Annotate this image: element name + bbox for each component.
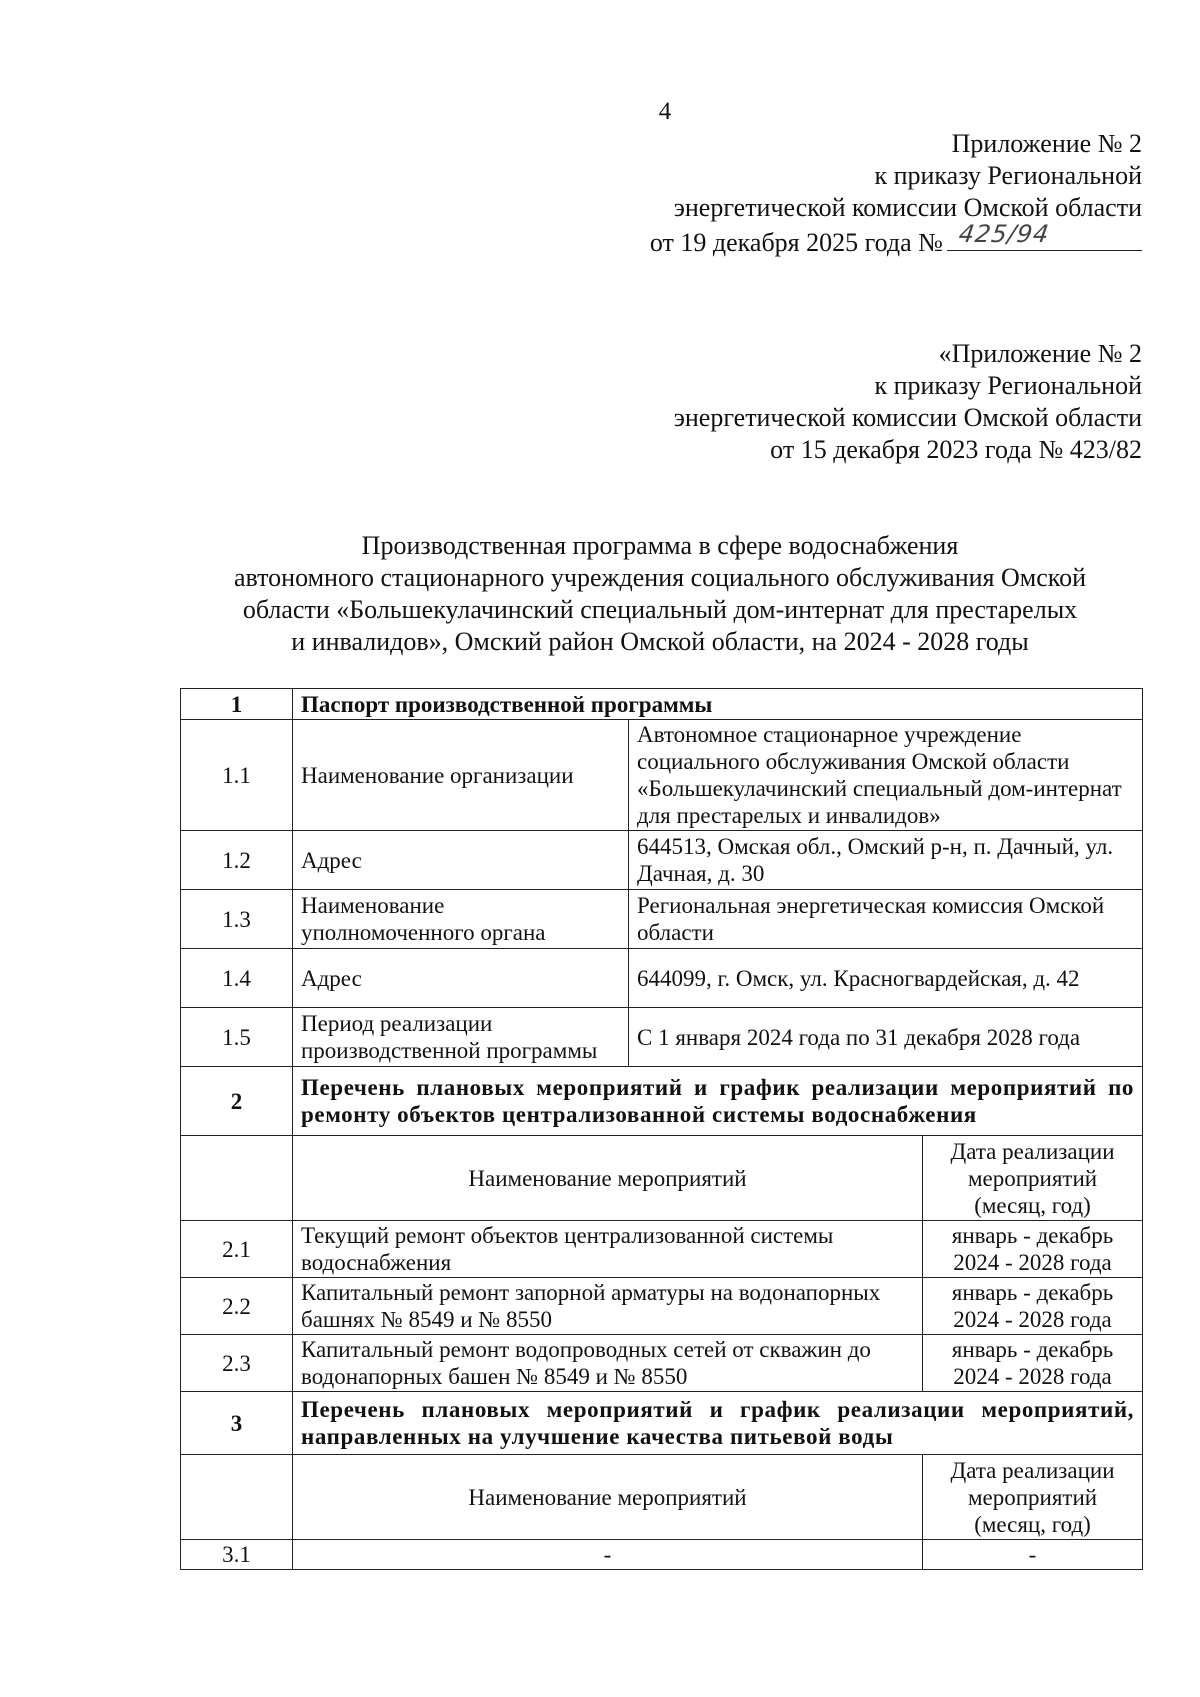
- appendix-date: от 19 декабря 2025 года №: [649, 228, 943, 257]
- section-heading: Паспорт производственной программы: [293, 689, 1143, 720]
- row-label: Наименование уполномоченного органа: [293, 890, 629, 949]
- section-heading: Перечень плановых мероприятий и график реализации мероприятий по ремонту объектов централизованной системы водоснабжения: [293, 1067, 1143, 1136]
- table-row: [181, 949, 1143, 1008]
- event-name: Капитальный ремонт водопроводных сетей от скважин до водонапорных башен № 8549 и № 8550: [293, 1335, 923, 1392]
- row-value: Автономное стационарное учреждение социального обслуживания Омской области «Большекулачинский специальный дом-интернат для престарелых и инвалидов»: [629, 720, 1143, 831]
- event-name: Текущий ремонт объектов централизованной системы водоснабжения: [293, 1221, 923, 1278]
- empty-cell: [181, 1136, 293, 1221]
- appendix-title: Приложение № 2: [951, 129, 1142, 158]
- section-heading: Перечень плановых мероприятий и график реализации мероприятий, направленных на улучшение качества питьевой воды: [293, 1392, 1143, 1455]
- appendix-commission: энергетической комиссии Омской области: [673, 193, 1142, 222]
- row-label: Адрес: [293, 949, 629, 1008]
- program-title-line: и инвалидов», Омский район Омской области, на 2024 - 2028 годы: [291, 627, 1029, 656]
- column-header-row: [181, 1455, 1143, 1540]
- table-row: [181, 831, 1143, 890]
- program-title: [160, 530, 1160, 658]
- row-number: 3.1: [181, 1540, 293, 1570]
- event-date: -: [923, 1540, 1143, 1570]
- section-header-row: [181, 689, 1143, 720]
- section-header-row: [181, 1392, 1143, 1455]
- program-title-line: области «Большекулачинский специальный дом-интернат для престарелых: [242, 595, 1078, 624]
- section-number: 2: [181, 1067, 293, 1136]
- row-number: 1.1: [181, 720, 293, 831]
- appendix-header-new: [650, 128, 1142, 259]
- appendix-order-ref: к приказу Региональной: [874, 161, 1142, 190]
- row-label: Наименование организации: [293, 720, 629, 831]
- table-row: [181, 720, 1143, 831]
- order-number-line: [947, 220, 1142, 251]
- table-row: [181, 1278, 1143, 1335]
- appendix-header-old: [674, 338, 1142, 466]
- appendix-old-order-ref: к приказу Региональной: [874, 371, 1142, 400]
- row-number: 1.4: [181, 949, 293, 1008]
- row-number: 1.2: [181, 831, 293, 890]
- column-header-name: Наименование мероприятий: [293, 1455, 923, 1540]
- row-value: Региональная энергетическая комиссия Омской области: [629, 890, 1143, 949]
- column-header-name: Наименование мероприятий: [293, 1136, 923, 1221]
- appendix-old-title: «Приложение № 2: [938, 339, 1142, 368]
- section-number: 3: [181, 1392, 293, 1455]
- event-date: январь - декабрь 2024 - 2028 года: [923, 1278, 1143, 1335]
- table-row: [181, 1008, 1143, 1067]
- event-date: январь - декабрь 2024 - 2028 года: [923, 1335, 1143, 1392]
- section-header-row: [181, 1067, 1143, 1136]
- event-name: -: [293, 1540, 923, 1570]
- column-header-date: Дата реализации мероприятий (месяц, год): [923, 1455, 1143, 1540]
- row-value: С 1 января 2024 года по 31 декабря 2028 года: [629, 1008, 1143, 1067]
- row-label: Адрес: [293, 831, 629, 890]
- row-label: Период реализации производственной программы: [293, 1008, 629, 1067]
- empty-cell: [181, 1455, 293, 1540]
- row-number: 2.3: [181, 1335, 293, 1392]
- section-number: 1: [181, 689, 293, 720]
- appendix-old-date: от 15 декабря 2023 года № 423/82: [770, 435, 1142, 464]
- row-value: 644099, г. Омск, ул. Красногвардейская, д. 42: [629, 949, 1143, 1008]
- program-table: [180, 688, 1143, 1570]
- row-number: 1.3: [181, 890, 293, 949]
- page-number: 4: [658, 98, 672, 125]
- event-name: Капитальный ремонт запорной арматуры на водонапорных башнях № 8549 и № 8550: [293, 1278, 923, 1335]
- table-row: [181, 1540, 1143, 1570]
- program-title-line: автономного стационарного учреждения социального обслуживания Омской: [233, 563, 1087, 592]
- table-row: [181, 1221, 1143, 1278]
- appendix-date-row: [649, 220, 1142, 259]
- row-number: 2.2: [181, 1278, 293, 1335]
- row-number: 2.1: [181, 1221, 293, 1278]
- handwritten-order-number: 425/94: [957, 220, 1052, 248]
- appendix-old-commission: энергетической комиссии Омской области: [673, 403, 1142, 432]
- event-date: январь - декабрь 2024 - 2028 года: [923, 1221, 1143, 1278]
- program-title-line: Производственная программа в сфере водоснабжения: [361, 531, 959, 560]
- column-header-date: Дата реализации мероприятий (месяц, год): [923, 1136, 1143, 1221]
- row-value: 644513, Омская обл., Омский р-н, п. Дачный, ул. Дачная, д. 30: [629, 831, 1143, 890]
- table-row: [181, 1335, 1143, 1392]
- row-number: 1.5: [181, 1008, 293, 1067]
- table-row: [181, 890, 1143, 949]
- column-header-row: [181, 1136, 1143, 1221]
